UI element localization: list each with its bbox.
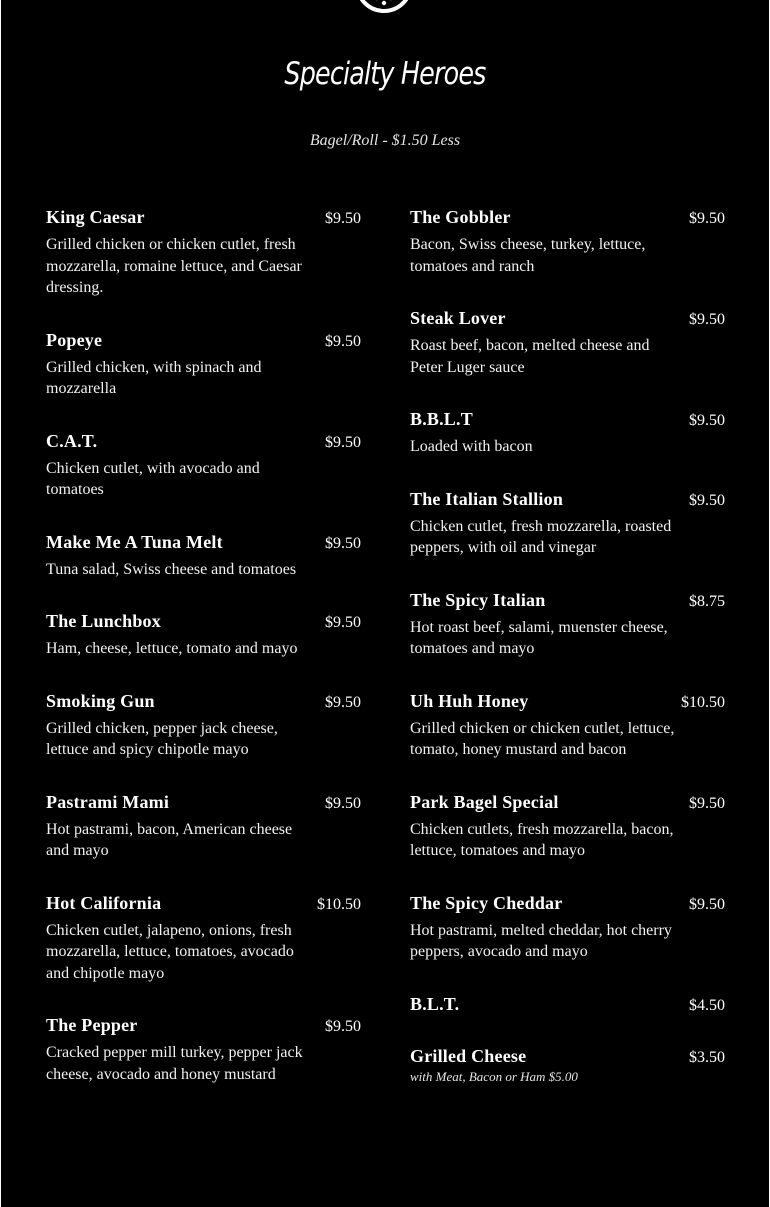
- menu-item: [410, 590, 725, 660]
- item-price: $10.50: [317, 895, 361, 913]
- item-name: Park Bagel Special: [410, 791, 559, 812]
- item-price: $4.50: [689, 996, 725, 1014]
- item-description: Grilled chicken or chicken cutlet, lettuce, tomato, honey mustard and bacon: [410, 719, 675, 758]
- menu-item: [410, 893, 725, 963]
- item-name: Uh Huh Honey: [410, 690, 529, 711]
- item-description: Chicken cutlet, fresh mozzarella, roasted peppers, with oil and vinegar: [410, 517, 672, 556]
- item-name: The Italian Stallion: [410, 488, 564, 509]
- item-price: $9.50: [325, 210, 361, 227]
- item-description: Chicken cutlet, jalapeno, onions, fresh mozzarella, lettuce, tomatoes, avocado and chipotle mayo: [46, 921, 294, 982]
- item-price: $10.50: [681, 693, 725, 711]
- item-name: Popeye: [46, 329, 103, 350]
- item-name: B.L.T.: [410, 993, 460, 1014]
- item-price: $8.75: [689, 592, 725, 610]
- menu-item: [46, 330, 361, 400]
- menu-item: [410, 994, 725, 1015]
- item-price: $9.50: [325, 433, 361, 451]
- item-price: $9.50: [689, 794, 725, 812]
- item-description: Tuna salad, Swiss cheese and tomatoes: [46, 560, 297, 578]
- item-description: Grilled chicken or chicken cutlet, fresh mozzarella, romaine lettuce, and Caesar dressing.: [46, 236, 302, 296]
- item-price: $9.50: [325, 794, 361, 812]
- item-price: $9.50: [325, 693, 361, 711]
- item-description: Loaded with bacon: [410, 438, 533, 455]
- item-price: $9.50: [689, 311, 725, 328]
- item-name: Smoking Gun: [46, 690, 155, 711]
- menu-item: [46, 691, 361, 761]
- item-name: B.B.L.T: [410, 409, 473, 429]
- item-price: $9.50: [689, 491, 725, 509]
- item-description: Chicken cutlet, with avocado and tomatoes: [46, 459, 260, 498]
- menu-item: [410, 1046, 725, 1085]
- menu-item: [410, 691, 725, 761]
- item-name: Hot California: [46, 892, 162, 913]
- item-description: Chicken cutlets, fresh mozzarella, bacon, lettuce, tomatoes and mayo: [410, 820, 674, 859]
- item-name: The Spicy Italian: [410, 589, 546, 610]
- item-price: $9.50: [689, 895, 725, 913]
- item-description: Ham, cheese, lettuce, tomato and mayo: [46, 640, 298, 657]
- item-name: The Spicy Cheddar: [410, 892, 563, 913]
- menu-item: [46, 431, 361, 501]
- item-note: with Meat, Bacon or Ham $5.00: [410, 1068, 578, 1084]
- item-name: The Pepper: [46, 1015, 138, 1035]
- menu-item: [410, 207, 725, 277]
- item-description: Hot pastrami, bacon, American cheese and mayo: [46, 820, 293, 859]
- item-name: The Lunchbox: [46, 611, 161, 631]
- item-description: Grilled chicken, with spinach and mozzarella: [46, 358, 262, 397]
- item-price: $3.50: [689, 1048, 725, 1066]
- menu-item: [46, 1015, 361, 1085]
- item-name: Pastrami Mami: [46, 791, 170, 812]
- item-name: Steak Lover: [410, 308, 506, 328]
- item-price: $9.50: [689, 412, 725, 429]
- menu-item: [410, 792, 725, 862]
- item-description: Grilled chicken, pepper jack cheese, lettuce and spicy chipotle mayo: [46, 719, 278, 758]
- item-price: $9.50: [325, 614, 361, 631]
- bagel-logo-icon: [355, 0, 413, 14]
- menu-item: [410, 308, 725, 378]
- item-price: $9.50: [689, 210, 725, 227]
- menu-item: [46, 893, 361, 985]
- menu-title: Specialty Heroes: [284, 56, 486, 92]
- menu-subtitle: Bagel/Roll - $1.50 Less: [309, 132, 461, 149]
- item-name: Grilled Cheese: [410, 1045, 527, 1066]
- menu-item: [46, 611, 361, 660]
- menu-item: [46, 207, 361, 299]
- menu-item: [46, 792, 361, 862]
- left-column: [46, 207, 361, 1085]
- right-column: [410, 207, 725, 1085]
- item-name: C.A.T.: [46, 430, 98, 451]
- menu-page: [1, 0, 769, 1207]
- item-description: Hot pastrami, melted cheddar, hot cherry peppers, avocado and mayo: [410, 921, 672, 960]
- item-price: $9.50: [325, 534, 361, 552]
- item-name: King Caesar: [46, 207, 145, 227]
- item-price: $9.50: [325, 1018, 361, 1035]
- item-description: Bacon, Swiss cheese, turkey, lettuce, tomatoes and ranch: [410, 236, 646, 275]
- menu-item: [410, 409, 725, 458]
- item-description: Cracked pepper mill turkey, pepper jack cheese, avocado and honey mustard: [46, 1044, 303, 1083]
- item-name: The Gobbler: [410, 207, 511, 227]
- menu-item: [410, 489, 725, 559]
- item-description: Hot roast beef, salami, muenster cheese, tomatoes and mayo: [410, 618, 668, 657]
- item-name: Make Me A Tuna Melt: [46, 531, 223, 552]
- menu-item: [46, 532, 361, 581]
- item-price: $9.50: [325, 332, 361, 350]
- item-description: Roast beef, bacon, melted cheese and Peter Luger sauce: [410, 337, 650, 376]
